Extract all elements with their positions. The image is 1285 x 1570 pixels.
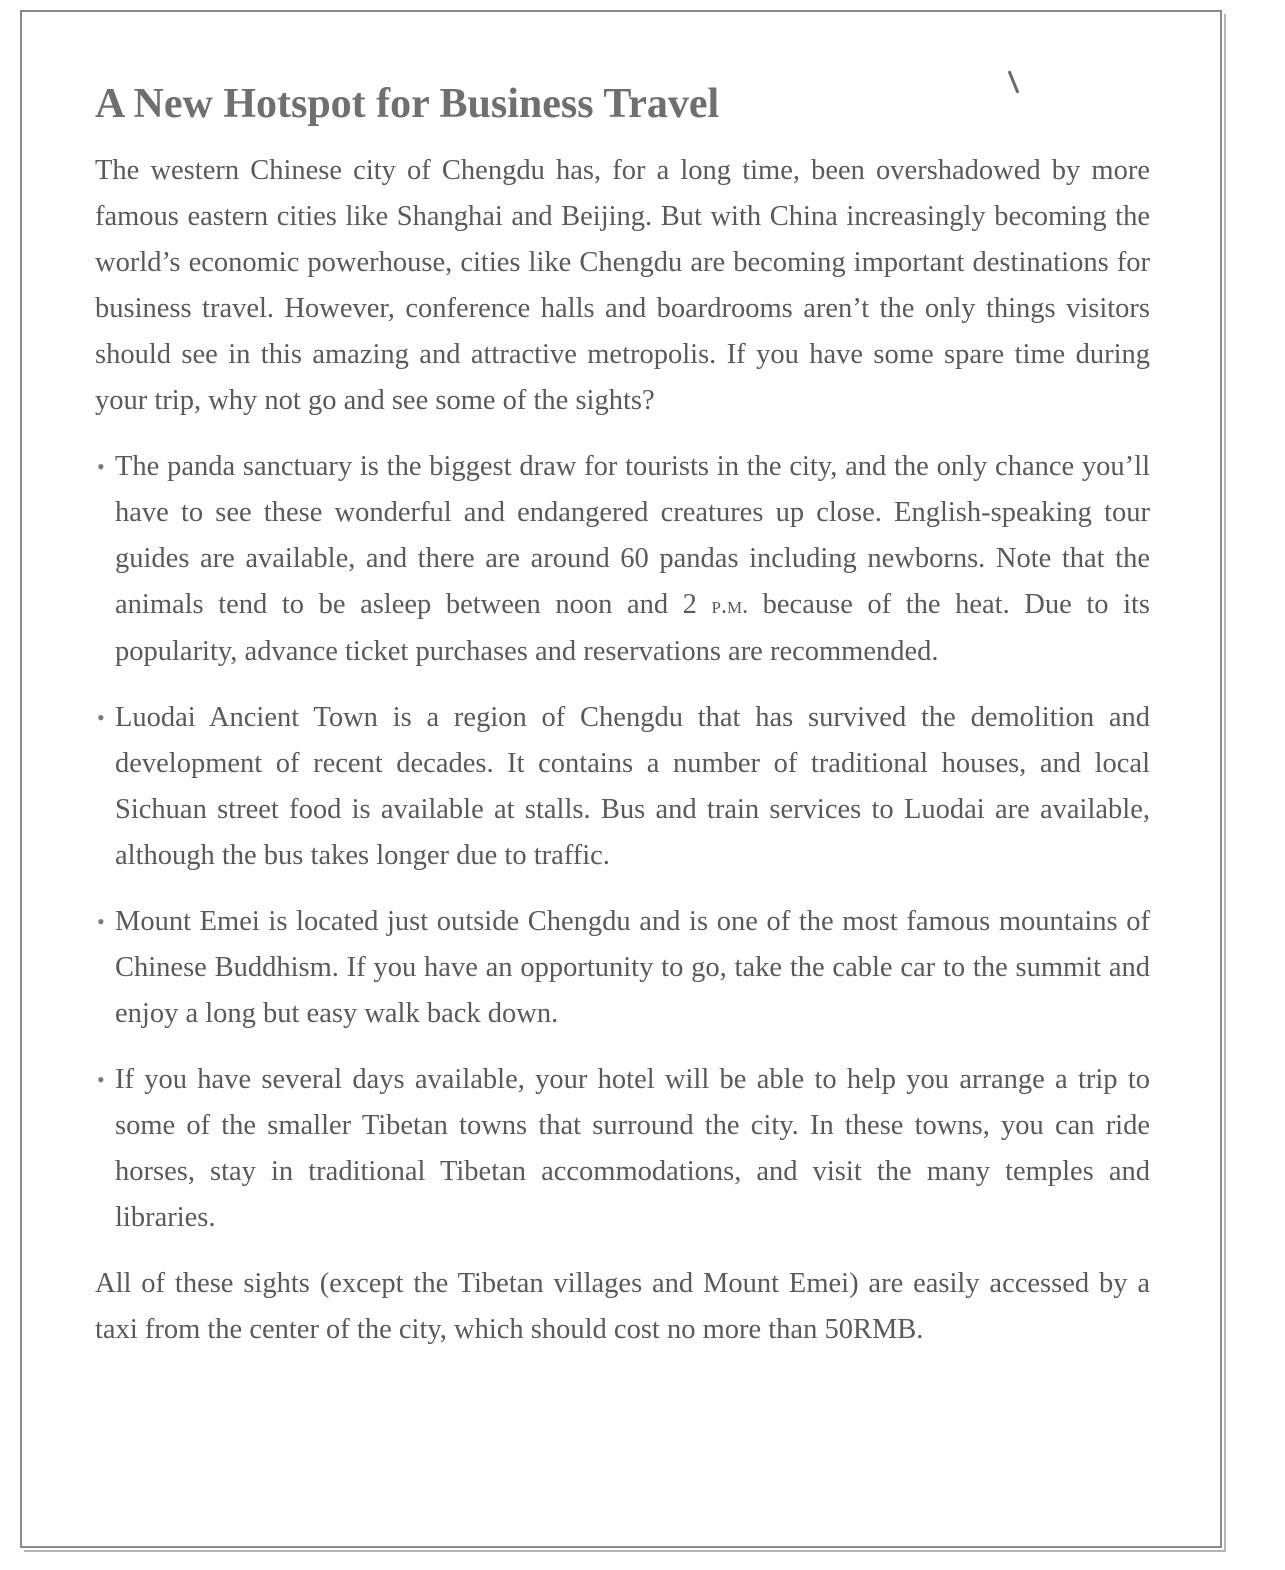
sights-list — [95, 444, 1150, 1241]
tibetan-text: If you have several days available, your hotel will be able to help you arrange a trip to some of the smaller Tibetan towns that surround the city. In these towns, you can ride horses, stay in traditional Tibetan accommodations, and visit the many temples and libraries. — [115, 1064, 1150, 1233]
intro-paragraph: The western Chinese city of Chengdu has, for a long time, been overshadowed by more famous eastern cities like Shanghai and Beijing. But with China increasingly becoming the world’s economic powerhouse, cities like Chengdu are becoming important destinations for business travel. However, conference halls and boardrooms aren’t the only things visitors should see in this amazing and attractive metropolis. If you have some spare time during your trip, why not go and see some of the sights? — [95, 155, 1150, 416]
bullet-icon: • — [97, 454, 105, 479]
list-item-panda-sanctuary — [95, 444, 1150, 675]
bullet-icon: • — [97, 1067, 105, 1092]
emei-text: Mount Emei is located just outside Chengdu and is one of the most famous mountains of Chinese Buddhism. If you have an opportunity to go, take the cable car to the summit and enjoy a long but easy walk back down. — [115, 906, 1150, 1029]
article — [95, 78, 1150, 1353]
list-item-mount-emei — [95, 899, 1150, 1037]
panda-time-label: p.m. — [711, 593, 749, 619]
bullet-icon: • — [97, 909, 105, 934]
closing-paragraph: All of these sights (except the Tibetan villages and Mount Emei) are easily accessed by a taxi from the center of the city, which should cost no more than 50RMB. — [95, 1268, 1150, 1345]
panda-text-end: because of the heat. Due to its popularity, advance ticket purchases and reservations are recommended. — [115, 589, 1151, 667]
panda-text-start: The panda sanctuary is the biggest draw for tourists in the city, and the only chance you’ll have to see these wonderful and endangered creatures up close. English-speaking tour guides are available, and there are around 60 pandas including newborns. Note that the animals tend to be asleep between noon and 2 — [115, 451, 1150, 620]
bullet-icon: • — [97, 705, 105, 730]
article-title: A New Hotspot for Business Travel — [95, 81, 720, 127]
list-item-luodai — [95, 695, 1150, 879]
luodai-text: Luodai Ancient Town is a region of Chengdu that has survived the demolition and development of recent decades. It contains a number of traditional houses, and local Sichuan street food is available at stalls. Bus and train services to Luodai are available, although the bus takes longer due to traffic. — [115, 702, 1150, 871]
list-item-tibetan-towns — [95, 1057, 1150, 1241]
